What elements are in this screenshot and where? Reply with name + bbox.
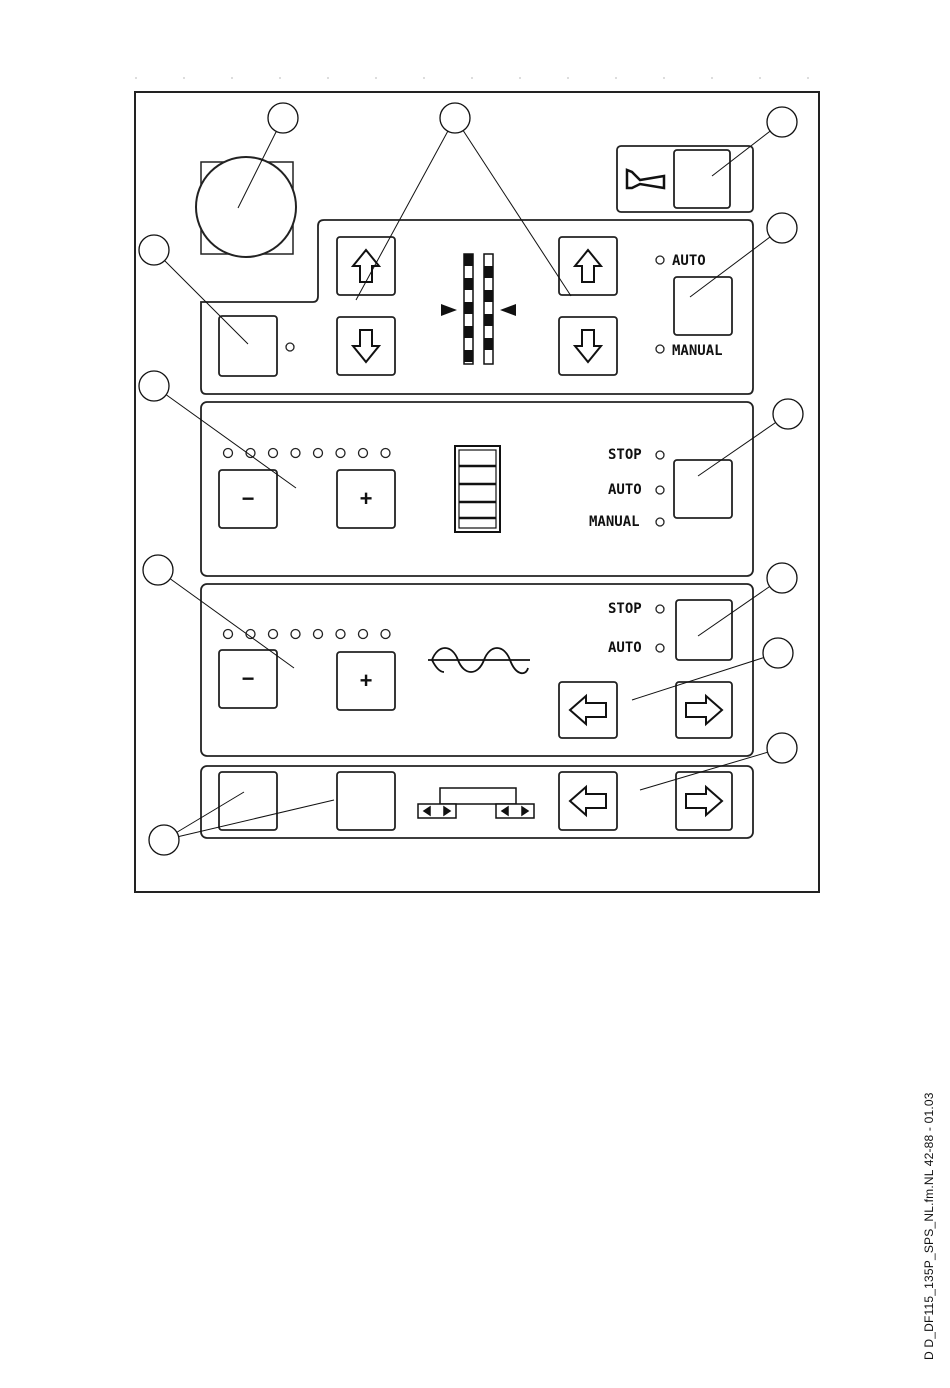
road-manual-label: MANUAL <box>672 343 723 359</box>
left-lower-button[interactable] <box>337 317 395 375</box>
conveyor-mode-button[interactable] <box>674 460 732 518</box>
minus-icon: − <box>241 486 255 511</box>
road-manual-led <box>656 345 664 353</box>
road-auto-label: AUTO <box>672 253 706 269</box>
level-led <box>336 449 345 458</box>
road-auto-led <box>656 256 664 264</box>
callout-circle <box>763 638 793 668</box>
auger-stop-label: STOP <box>608 601 642 617</box>
auger-left-button[interactable] <box>559 682 617 738</box>
conveyor-auto-led <box>656 486 664 494</box>
horn-button[interactable] <box>674 150 730 208</box>
callout-circle <box>767 107 797 137</box>
level-led <box>269 449 278 458</box>
road-mode-button[interactable] <box>674 277 732 335</box>
screed-width-right-button[interactable] <box>337 772 395 830</box>
auger-right-button[interactable] <box>676 682 732 738</box>
level-led <box>269 630 278 639</box>
auger-plus-button[interactable] <box>337 652 395 710</box>
screed-extend-button[interactable] <box>676 772 732 830</box>
callout-circle <box>767 213 797 243</box>
emergency-stop-button[interactable] <box>196 157 296 257</box>
minus-icon: − <box>241 666 255 691</box>
callout-circle <box>149 825 179 855</box>
conveyor-minus-button[interactable] <box>219 470 277 528</box>
level-led <box>336 630 345 639</box>
road-indicator-led <box>286 343 294 351</box>
auger-mode-button[interactable] <box>676 600 732 660</box>
conveyor-manual-label: MANUAL <box>589 514 640 530</box>
conveyor-stop-led <box>656 451 664 459</box>
level-led <box>314 449 323 458</box>
screed-retract-button[interactable] <box>559 772 617 830</box>
auger-auto-label: AUTO <box>608 640 642 656</box>
conveyor-auto-label: AUTO <box>608 482 642 498</box>
level-led <box>291 449 300 458</box>
plus-icon: + <box>359 668 373 693</box>
auger-auto-led <box>656 644 664 652</box>
conveyor-symbol-icon <box>455 446 500 532</box>
auger-minus-button[interactable] <box>219 650 277 708</box>
callout-circle <box>143 555 173 585</box>
callout-circle <box>767 563 797 593</box>
right-raise-button[interactable] <box>559 237 617 295</box>
horn-button-group <box>617 146 753 212</box>
level-led <box>359 449 368 458</box>
callout-circle <box>773 399 803 429</box>
conveyor-stop-label: STOP <box>608 447 642 463</box>
level-led <box>381 630 390 639</box>
callout-circle <box>767 733 797 763</box>
level-led <box>224 630 233 639</box>
callout-circle <box>440 103 470 133</box>
conveyor-plus-button[interactable] <box>337 470 395 528</box>
left-raise-button[interactable] <box>337 237 395 295</box>
level-led <box>291 630 300 639</box>
callout-circle <box>139 235 169 265</box>
auger-stop-led <box>656 605 664 613</box>
callout-circle <box>268 103 298 133</box>
plus-icon: + <box>359 486 373 511</box>
level-led <box>381 449 390 458</box>
screed-width-left-button[interactable] <box>219 772 277 830</box>
road-left-button[interactable] <box>219 316 277 376</box>
conveyor-manual-led <box>656 518 664 526</box>
level-led <box>224 449 233 458</box>
callout-circle <box>139 371 169 401</box>
document-reference: D D_DF115_135P_SPS_NL.fm.NL 42-88 - 01.03 <box>922 1092 936 1360</box>
level-led <box>314 630 323 639</box>
level-led <box>359 630 368 639</box>
right-lower-button[interactable] <box>559 317 617 375</box>
